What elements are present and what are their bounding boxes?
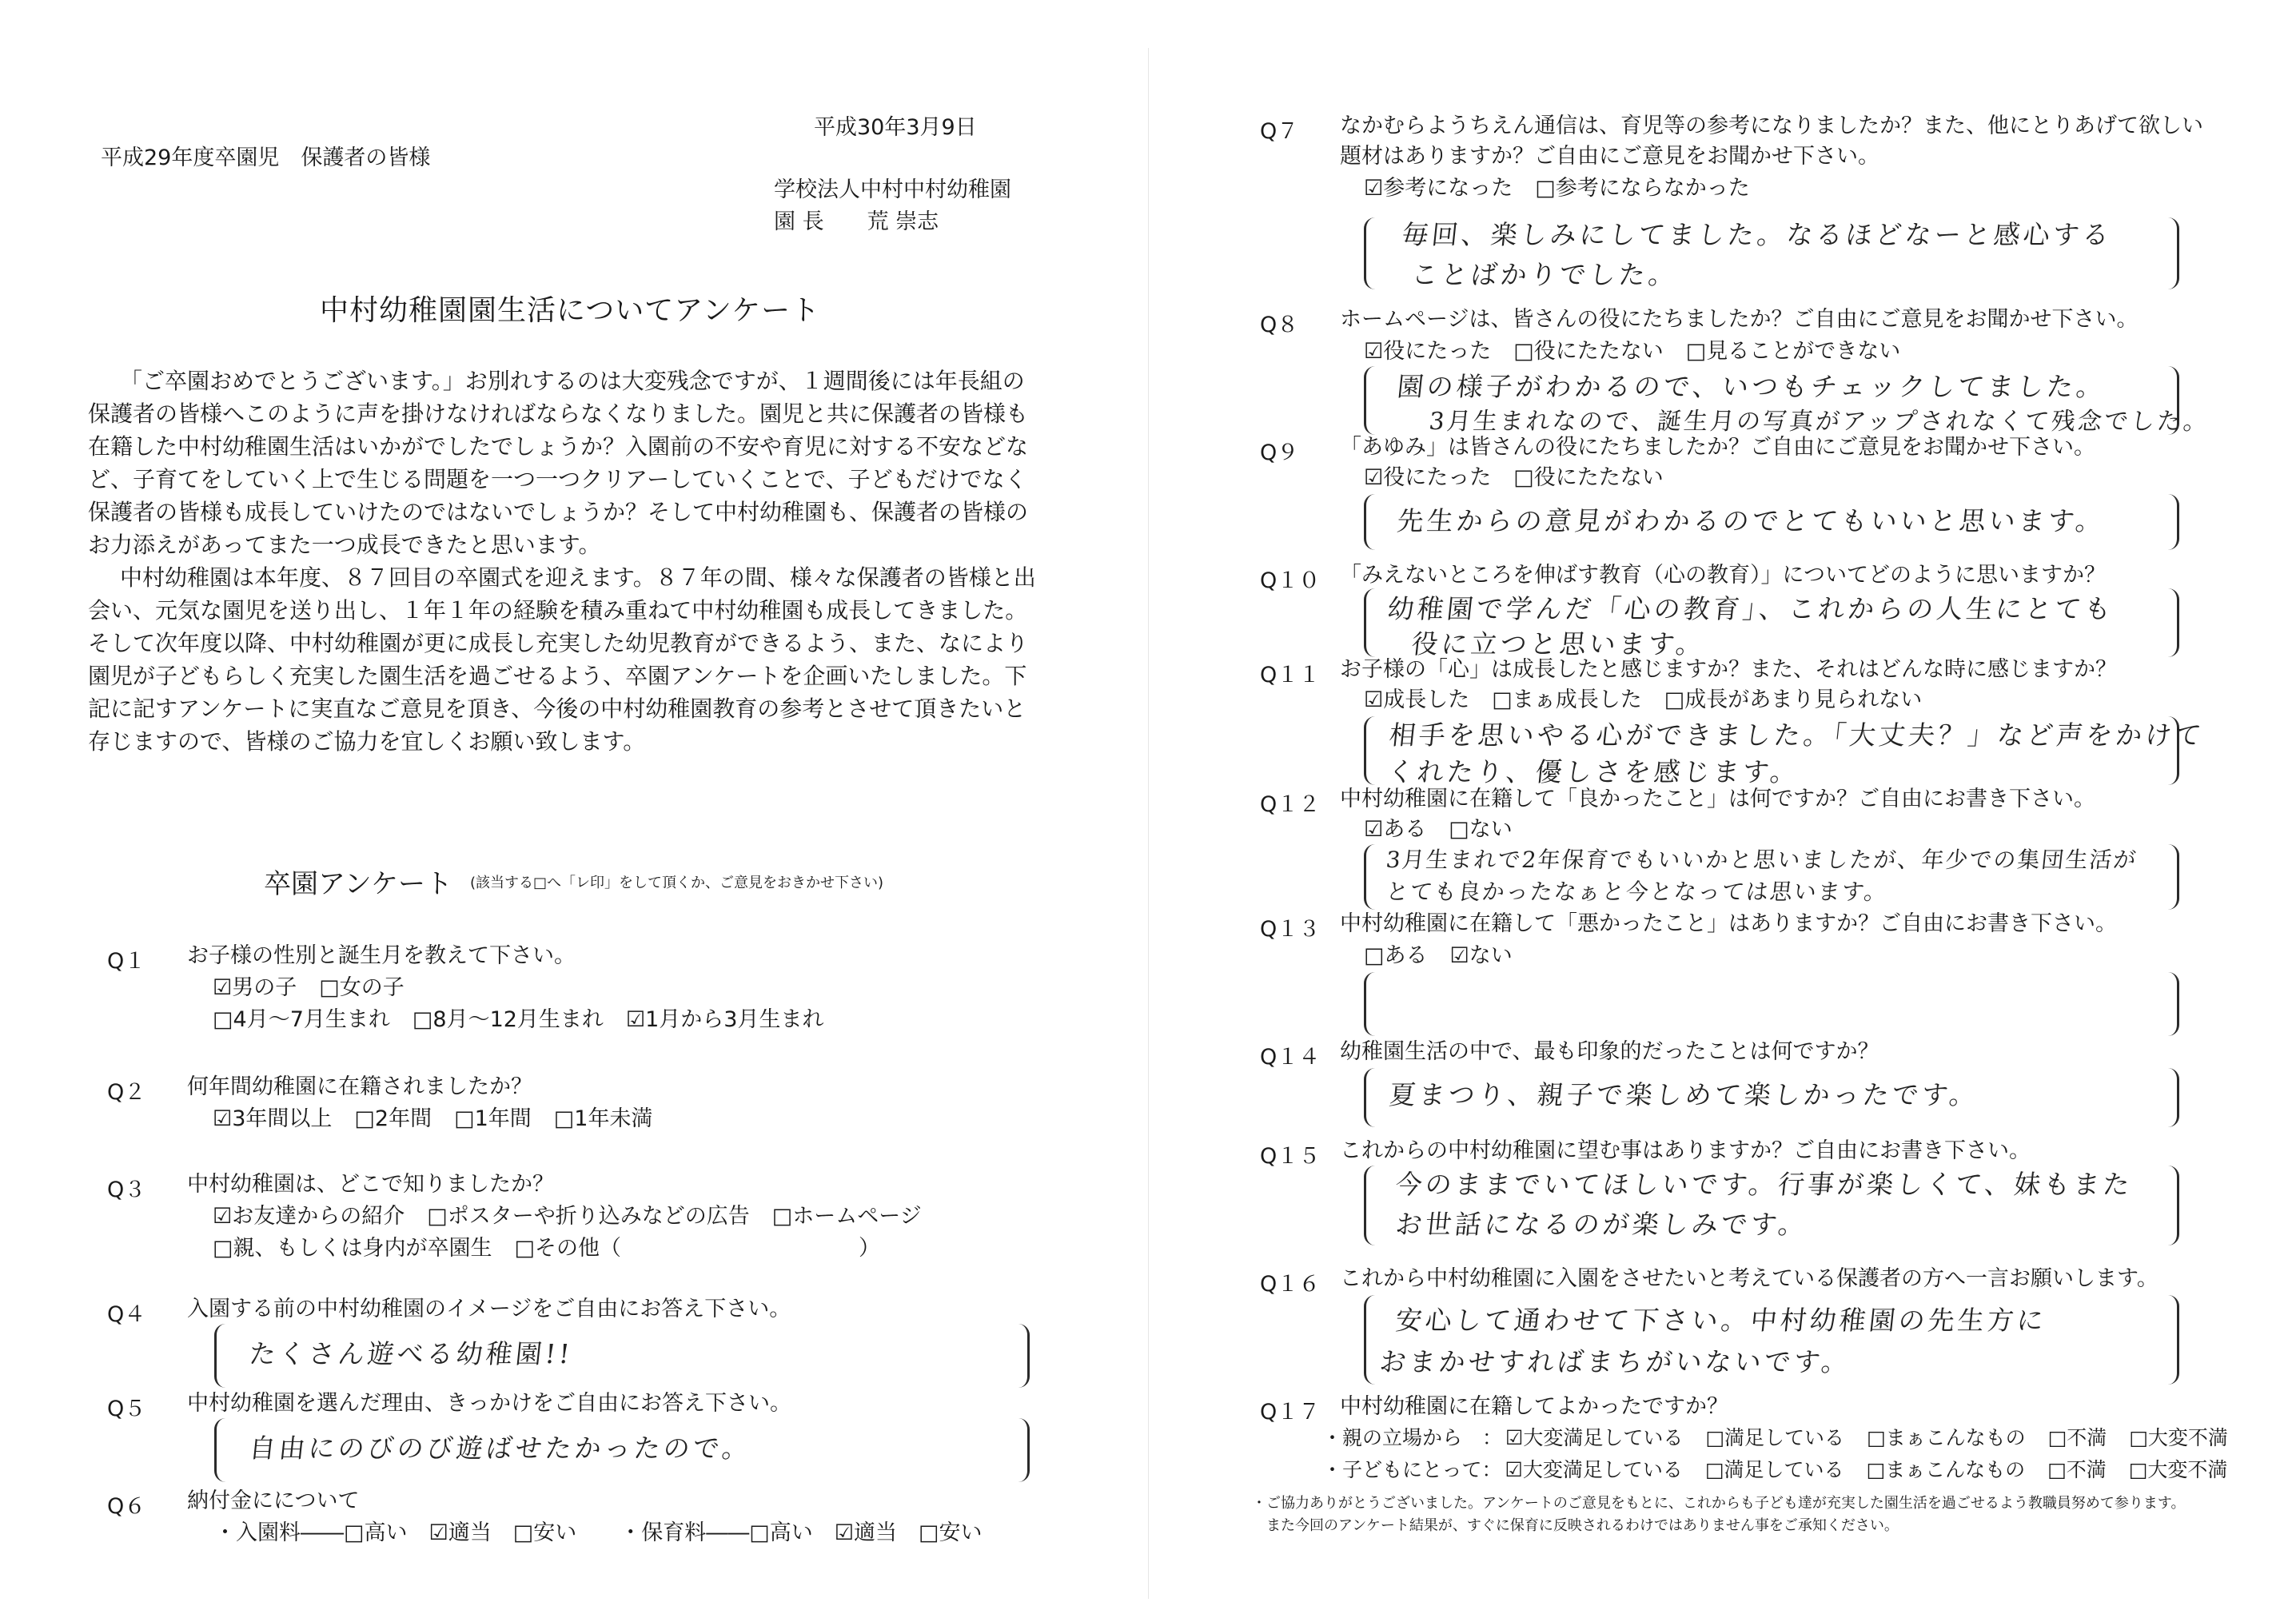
q13-answer-box[interactable]: [1364, 972, 2179, 1036]
q5-number: Q５: [107, 1397, 146, 1421]
page-title: 中村幼稚園園生活についてアンケート: [320, 294, 821, 327]
q7-option-not-helpful[interactable]: □参考にならなかった: [1535, 176, 1750, 201]
q17-parent-very-unsatisfied[interactable]: □大変不満: [2129, 1426, 2228, 1449]
q16-question: これから中村幼稚園に入園をさせたいと考えている保護者の方へ一言お願いします。: [1340, 1266, 2158, 1291]
q11-question: お子様の「心」は成長したと感じますか？また、それはどんな時に感じますか？: [1340, 657, 2117, 682]
q3-options-2: [213, 1236, 903, 1261]
q8-options: [1364, 339, 1923, 365]
q7-answer-line-2: ことばかりでした。: [1409, 259, 1680, 290]
q10-number: Q１０: [1260, 568, 1321, 593]
q2-options: [213, 1106, 676, 1132]
q17-parent-very-satisfied[interactable]: ☑大変満足している: [1505, 1426, 1684, 1449]
principal-name: 園 長 荒 崇志: [774, 209, 939, 234]
q11-option-somewhat[interactable]: □まぁ成長した: [1492, 687, 1642, 712]
intro-paragraph-2: 中村幼稚園は本年度、８７回目の卒園式を迎えます。８７年の間、様々な保護者の皆様と出会い、元気な園児を送り出し、１年１年の経験を積み重ねて中村幼稚園も成長してきました。そして次年度以降、中村幼稚園が更に成長し充実した幼児教育ができるよう、また、なにより園児が子どもらしく充実した園生活を過ごせるよう、卒園アンケートを企画いたしました。下記に記すアンケートに実直なご意見を頂き、今後の中村幼稚園教育の参考とさせて頂きたいと存じますので、皆様のご協力を宜しくお願い致します。: [88, 564, 1036, 755]
q17-parent-row: [1322, 1426, 2250, 1450]
q1-option-apr-jul[interactable]: □4月～7月生まれ: [213, 1007, 390, 1032]
q12-answer-line-2: とても良かったなぁと今となっては思います。: [1385, 879, 1890, 905]
q17-child-okay[interactable]: □まぁこんなもの: [1866, 1458, 2026, 1481]
q11-answer-line-2: くれたり、優しさを感じます。: [1385, 756, 1802, 787]
q17-child-very-unsatisfied[interactable]: □大変不満: [2128, 1458, 2228, 1481]
q3-option-other[interactable]: □その他（ ）: [514, 1236, 881, 1261]
q12-answer-line-1: 3月生まれで2年保育でもいいかと思いましたが、年少での集団生活が: [1385, 847, 2139, 873]
footer-line-1: ・ご協力ありがとうございました。アンケートのご意見をもとに、これからも子ども達が充実した園生活を過ごせるよう教職員努めて参ります。: [1252, 1495, 2186, 1512]
q15-question: これからの中村幼稚園に望む事はありますか？ご自由にお書き下さい。: [1340, 1138, 2031, 1163]
q2-option-1y[interactable]: □1年間: [454, 1106, 532, 1131]
survey-title: 卒園アンケート: [264, 868, 452, 900]
q13-options: [1364, 943, 1535, 969]
q3-option-homepage[interactable]: □ホームページ: [771, 1204, 922, 1229]
q1-number: Q１: [107, 949, 146, 974]
q14-number: Q１４: [1260, 1045, 1321, 1070]
q7-answer-line-1: 毎回、楽しみにしてました。なるほどなーと感心する: [1400, 219, 2114, 250]
q7-question: なかむらようちえん通信は、育児等の参考になりましたか？また、他にとりあげて欲しい: [1340, 114, 2203, 138]
q1-gender-options: [213, 975, 427, 1001]
q10-answer-line-2: 役に立つと思います。: [1409, 628, 1708, 660]
q1-question: お子様の性別と誕生月を教えて下さい。: [187, 943, 576, 968]
q14-answer-line-1: 夏まつり、親子で楽しめて楽しかったです。: [1387, 1079, 1981, 1110]
q1-option-aug-dec[interactable]: □8月～12月生まれ: [412, 1007, 604, 1032]
q16-answer-line-2: おまかせすればまちがいないです。: [1377, 1346, 1853, 1377]
q7-number: Q７: [1260, 119, 1299, 144]
q12-question: 中村幼稚園に在籍して「良かったこと」は何ですか？ご自由にお書き下さい。: [1340, 787, 2095, 811]
q17-parent-satisfied[interactable]: □満足している: [1705, 1426, 1845, 1449]
q13-option-no[interactable]: ☑ない: [1449, 943, 1513, 968]
q10-question: 「みえないところを伸ばす教育（心の教育）」についてどのように思いますか？: [1340, 563, 2106, 588]
q12-options: [1364, 817, 1535, 843]
q9-option-useful[interactable]: ☑役にたった: [1364, 465, 1492, 490]
intro-paragraph-1: 「ご卒園おめでとうございます。」お別れするのは大変残念ですが、１週間後には年長組の保護者の皆様へこのように声を掛けなければならなくなりました。園児と共に保護者の皆様も在籍した中村幼稚園生活はいかがでしたでしょうか？入園前の不安や育児に対する不安などなど、子育てをしていく上で生じる問題を一つ一つクリアーしていくことで、子どもだけでなく保護者の皆様も成長していけたのではないでしょうか？そして中村幼稚園も、保護者の皆様のお力添えがあってまた一つ成長できたと思います。: [88, 368, 1029, 558]
q9-answer-line-1: 先生からの意見がわかるのでとてもいいと思います。: [1395, 505, 2107, 536]
q2-option-3y[interactable]: ☑3年間以上: [213, 1106, 333, 1131]
q3-option-family[interactable]: □親、もしくは身内が卒園生: [213, 1236, 492, 1261]
q11-option-not-much[interactable]: □成長があまり見られない: [1664, 687, 1923, 712]
q4-number: Q４: [107, 1302, 146, 1327]
q9-options: [1364, 465, 1686, 491]
q8-answer-line-1: 園の様子がわかるので、いつもチェックしてました。: [1395, 371, 2108, 402]
q15-answer-line-2: お世話になるのが楽しみです。: [1393, 1209, 1810, 1240]
q9-question: 「あゆみ」は皆さんの役にたちましたか？ご自由にご意見をお聞かせ下さい。: [1340, 435, 2095, 460]
q9-option-not-useful[interactable]: □役にたたない: [1513, 465, 1664, 490]
date: 平成30年3月9日: [814, 115, 977, 140]
q2-question: 何年間幼稚園に在籍されましたか？: [187, 1074, 532, 1099]
q1-month-options: [213, 1007, 846, 1033]
intro-text: [88, 365, 1039, 758]
q16-number: Q１６: [1260, 1272, 1321, 1297]
q17-child-satisfied[interactable]: □満足している: [1704, 1458, 1844, 1481]
q3-option-poster[interactable]: □ポスターや折り込みなどの広告: [427, 1204, 750, 1229]
right-page: [1148, 0, 2296, 1618]
q3-options-1: [213, 1204, 944, 1229]
q17-parent-okay[interactable]: □まぁこんなもの: [1867, 1426, 2026, 1449]
q17-parent-unsatisfied[interactable]: □不満: [2047, 1426, 2107, 1449]
q17-child-unsatisfied[interactable]: □不満: [2047, 1458, 2107, 1481]
q6-options: ・入園料――□高い ☑適当 □安い ・保育料――□高い ☑適当 □安い: [214, 1520, 983, 1545]
q2-option-2y[interactable]: □2年間: [354, 1106, 432, 1131]
q2-number: Q２: [107, 1080, 146, 1105]
q8-option-useful[interactable]: ☑役にたった: [1364, 339, 1492, 364]
q4-answer-line-1: たくさん遊べる幼稚園!!: [247, 1338, 575, 1369]
q9-number: Q９: [1260, 440, 1299, 465]
q11-answer-line-1: 相手を思いやる心ができました。「大丈夫？」など声をかけて: [1387, 719, 2206, 751]
q5-answer-line-1: 自由にのびのび遊ばせたかったので。: [247, 1433, 754, 1464]
q13-question: 中村幼稚園に在籍して「悪かったこと」はありますか？ご自由にお書き下さい。: [1340, 911, 2117, 936]
q4-question: 入園する前の中村幼稚園のイメージをご自由にお答え下さい。: [187, 1297, 791, 1321]
q13-option-yes[interactable]: □ある: [1364, 943, 1428, 968]
q6-question: 納付金にについて: [187, 1488, 360, 1513]
q3-option-friend[interactable]: ☑お友達からの紹介: [213, 1204, 405, 1229]
q5-question: 中村幼稚園を選んだ理由、きっかけをご自由にお答え下さい。: [187, 1391, 791, 1416]
q13-number: Q１３: [1260, 917, 1321, 942]
q16-answer-line-1: 安心して通わせて下さい。中村幼稚園の先生方に: [1393, 1305, 2048, 1336]
q8-number: Q８: [1260, 313, 1299, 337]
q8-option-cannot-view[interactable]: □見ることができない: [1685, 339, 1901, 364]
q17-question: 中村幼稚園に在籍してよかったですか？: [1340, 1394, 1728, 1419]
school-name: 学校法人中村中村幼稚園: [774, 177, 1011, 202]
q12-option-yes[interactable]: ☑ある: [1364, 817, 1427, 842]
footer-line-2: また今回のアンケート結果が、すぐに保育に反映されるわけではありません事をご承知ください。: [1252, 1517, 1899, 1534]
q17-child-very-satisfied[interactable]: ☑大変満足している: [1505, 1458, 1683, 1481]
q3-number: Q３: [107, 1178, 146, 1202]
q14-question: 幼稚園生活の中で、最も印象的だったことは何ですか？: [1340, 1039, 1879, 1064]
q17-parent-label: ・親の立場から ：: [1322, 1426, 1503, 1449]
recipient: 平成29年度卒園児 保護者の皆様: [101, 145, 431, 170]
q17-child-row: [1322, 1458, 2250, 1482]
q1-option-boy[interactable]: ☑男の子: [213, 975, 297, 1000]
q6-number: Q６: [107, 1494, 146, 1519]
q17-child-label: ・子どもにとって：: [1322, 1458, 1502, 1481]
q8-answer-line-2: 3月生まれなので、誕生月の写真がアップされなくて残念でした。: [1427, 408, 2211, 436]
q7-options: [1364, 176, 1772, 201]
q11-number: Q１１: [1260, 663, 1321, 687]
q15-answer-line-1: 今のままでいてほしいです。行事が楽しくて、妹もまた: [1393, 1169, 2135, 1200]
q11-option-grew[interactable]: ☑成長した: [1364, 687, 1470, 712]
q12-option-no[interactable]: □ない: [1449, 817, 1513, 842]
q17-number: Q１７: [1260, 1400, 1321, 1425]
q1-option-jan-mar[interactable]: ☑1月から3月生まれ: [625, 1007, 824, 1032]
q8-question: ホームページは、皆さんの役にたちましたか？ご自由にご意見をお聞かせ下さい。: [1340, 307, 2139, 332]
q1-option-girl[interactable]: □女の子: [319, 975, 405, 1000]
q8-option-not-useful[interactable]: □役にたたない: [1513, 339, 1664, 364]
q2-option-under-1y[interactable]: □1年未満: [553, 1106, 653, 1131]
q11-options: [1364, 687, 1944, 713]
survey-note: (該当する□へ「レ印」をして頂くか、ご意見をおきかせ下さい): [470, 875, 884, 891]
q3-question: 中村幼稚園は、どこで知りましたか？: [187, 1172, 554, 1197]
q12-number: Q１２: [1260, 792, 1321, 817]
q10-answer-line-1: 幼稚園で学んだ「心の教育」、これからの人生にとても: [1385, 593, 2116, 624]
q15-number: Q１５: [1260, 1144, 1321, 1169]
q7-option-helpful[interactable]: ☑参考になった: [1364, 176, 1513, 201]
q7-question-line-2: 題材はありますか？ご自由にご意見をお聞かせ下さい。: [1340, 144, 1879, 169]
